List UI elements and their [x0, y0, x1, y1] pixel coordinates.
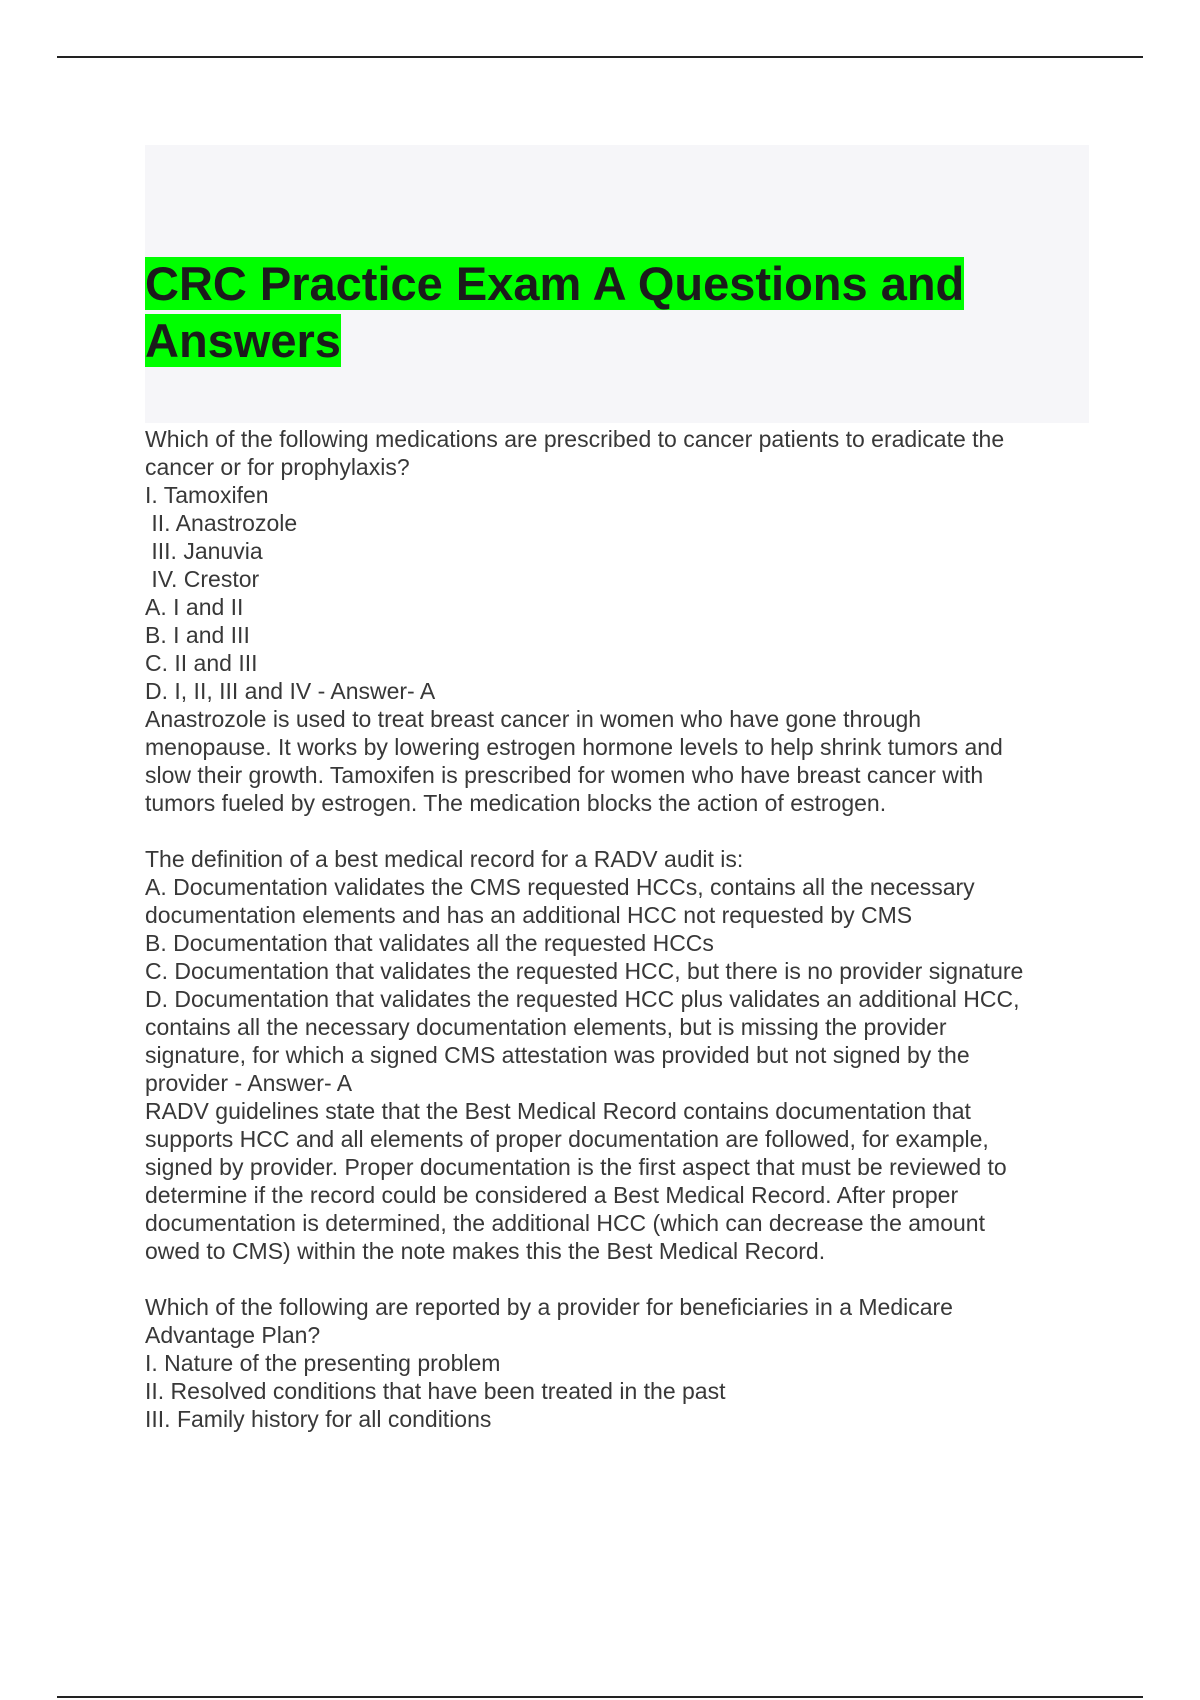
- text-line: owed to CMS) within the note makes this the Best Medical Record.: [145, 1238, 826, 1264]
- text-line: A. Documentation validates the CMS requested HCCs, contains all the necessary: [145, 874, 975, 900]
- question-block-1: [145, 425, 1095, 817]
- text-line: C. Documentation that validates the requested HCC, but there is no provider signature: [145, 958, 1024, 984]
- question-block-2: [145, 845, 1095, 1265]
- page-bottom-rule: [57, 1696, 1143, 1698]
- document-title-line-1: CRC Practice Exam A Questions and: [145, 257, 965, 310]
- text-line: B. I and III: [145, 622, 250, 648]
- text-line: I. Tamoxifen: [145, 482, 269, 508]
- text-line: contains all the necessary documentation elements, but is missing the provider: [145, 1014, 947, 1040]
- text-line: C. II and III: [145, 650, 258, 676]
- text-line: Which of the following medications are prescribed to cancer patients to eradicate the: [145, 426, 1005, 452]
- text-line: documentation is determined, the additional HCC (which can decrease the amount: [145, 1210, 985, 1236]
- text-line: signed by provider. Proper documentation is the first aspect that must be reviewed to: [145, 1154, 1007, 1180]
- text-line: slow their growth. Tamoxifen is prescribed for women who have breast cancer with: [145, 762, 984, 788]
- text-line: provider - Answer- A: [145, 1070, 353, 1096]
- text-line: I. Nature of the presenting problem: [145, 1350, 501, 1376]
- text-line: Advantage Plan?: [145, 1322, 321, 1348]
- text-line: D. I, II, III and IV - Answer- A: [145, 678, 436, 704]
- paragraph-gap: [145, 1265, 1095, 1293]
- text-line: B. Documentation that validates all the requested HCCs: [145, 930, 714, 956]
- document-title-line-2: Answers: [145, 314, 341, 367]
- text-line: RADV guidelines state that the Best Medical Record contains documentation that: [145, 1098, 971, 1124]
- question-block-3: [145, 1293, 1095, 1433]
- text-line: II. Resolved conditions that have been treated in the past: [145, 1378, 726, 1404]
- text-line: III. Family history for all conditions: [145, 1406, 492, 1432]
- text-line: menopause. It works by lowering estrogen hormone levels to help shrink tumors and: [145, 734, 1003, 760]
- document-body: [145, 425, 1095, 1433]
- text-line: III. Januvia: [145, 538, 263, 564]
- text-line: D. Documentation that validates the requested HCC plus validates an additional HCC,: [145, 986, 1020, 1012]
- text-line: determine if the record could be considered a Best Medical Record. After proper: [145, 1182, 959, 1208]
- text-line: tumors fueled by estrogen. The medication blocks the action of estrogen.: [145, 790, 887, 816]
- text-line: The definition of a best medical record for a RADV audit is:: [145, 846, 744, 872]
- text-line: documentation elements and has an additional HCC not requested by CMS: [145, 902, 913, 928]
- text-line: II. Anastrozole: [145, 510, 298, 536]
- text-line: IV. Crestor: [145, 566, 260, 592]
- text-line: signature, for which a signed CMS attestation was provided but not signed by the: [145, 1042, 970, 1068]
- document-title: [145, 255, 1045, 369]
- text-line: A. I and II: [145, 594, 244, 620]
- text-line: cancer or for prophylaxis?: [145, 454, 410, 480]
- page-top-rule: [57, 56, 1143, 58]
- paragraph-gap: [145, 817, 1095, 845]
- text-line: supports HCC and all elements of proper documentation are followed, for example,: [145, 1126, 989, 1152]
- text-line: Anastrozole is used to treat breast cancer in women who have gone through: [145, 706, 922, 732]
- text-line: Which of the following are reported by a provider for beneficiaries in a Medicare: [145, 1294, 953, 1320]
